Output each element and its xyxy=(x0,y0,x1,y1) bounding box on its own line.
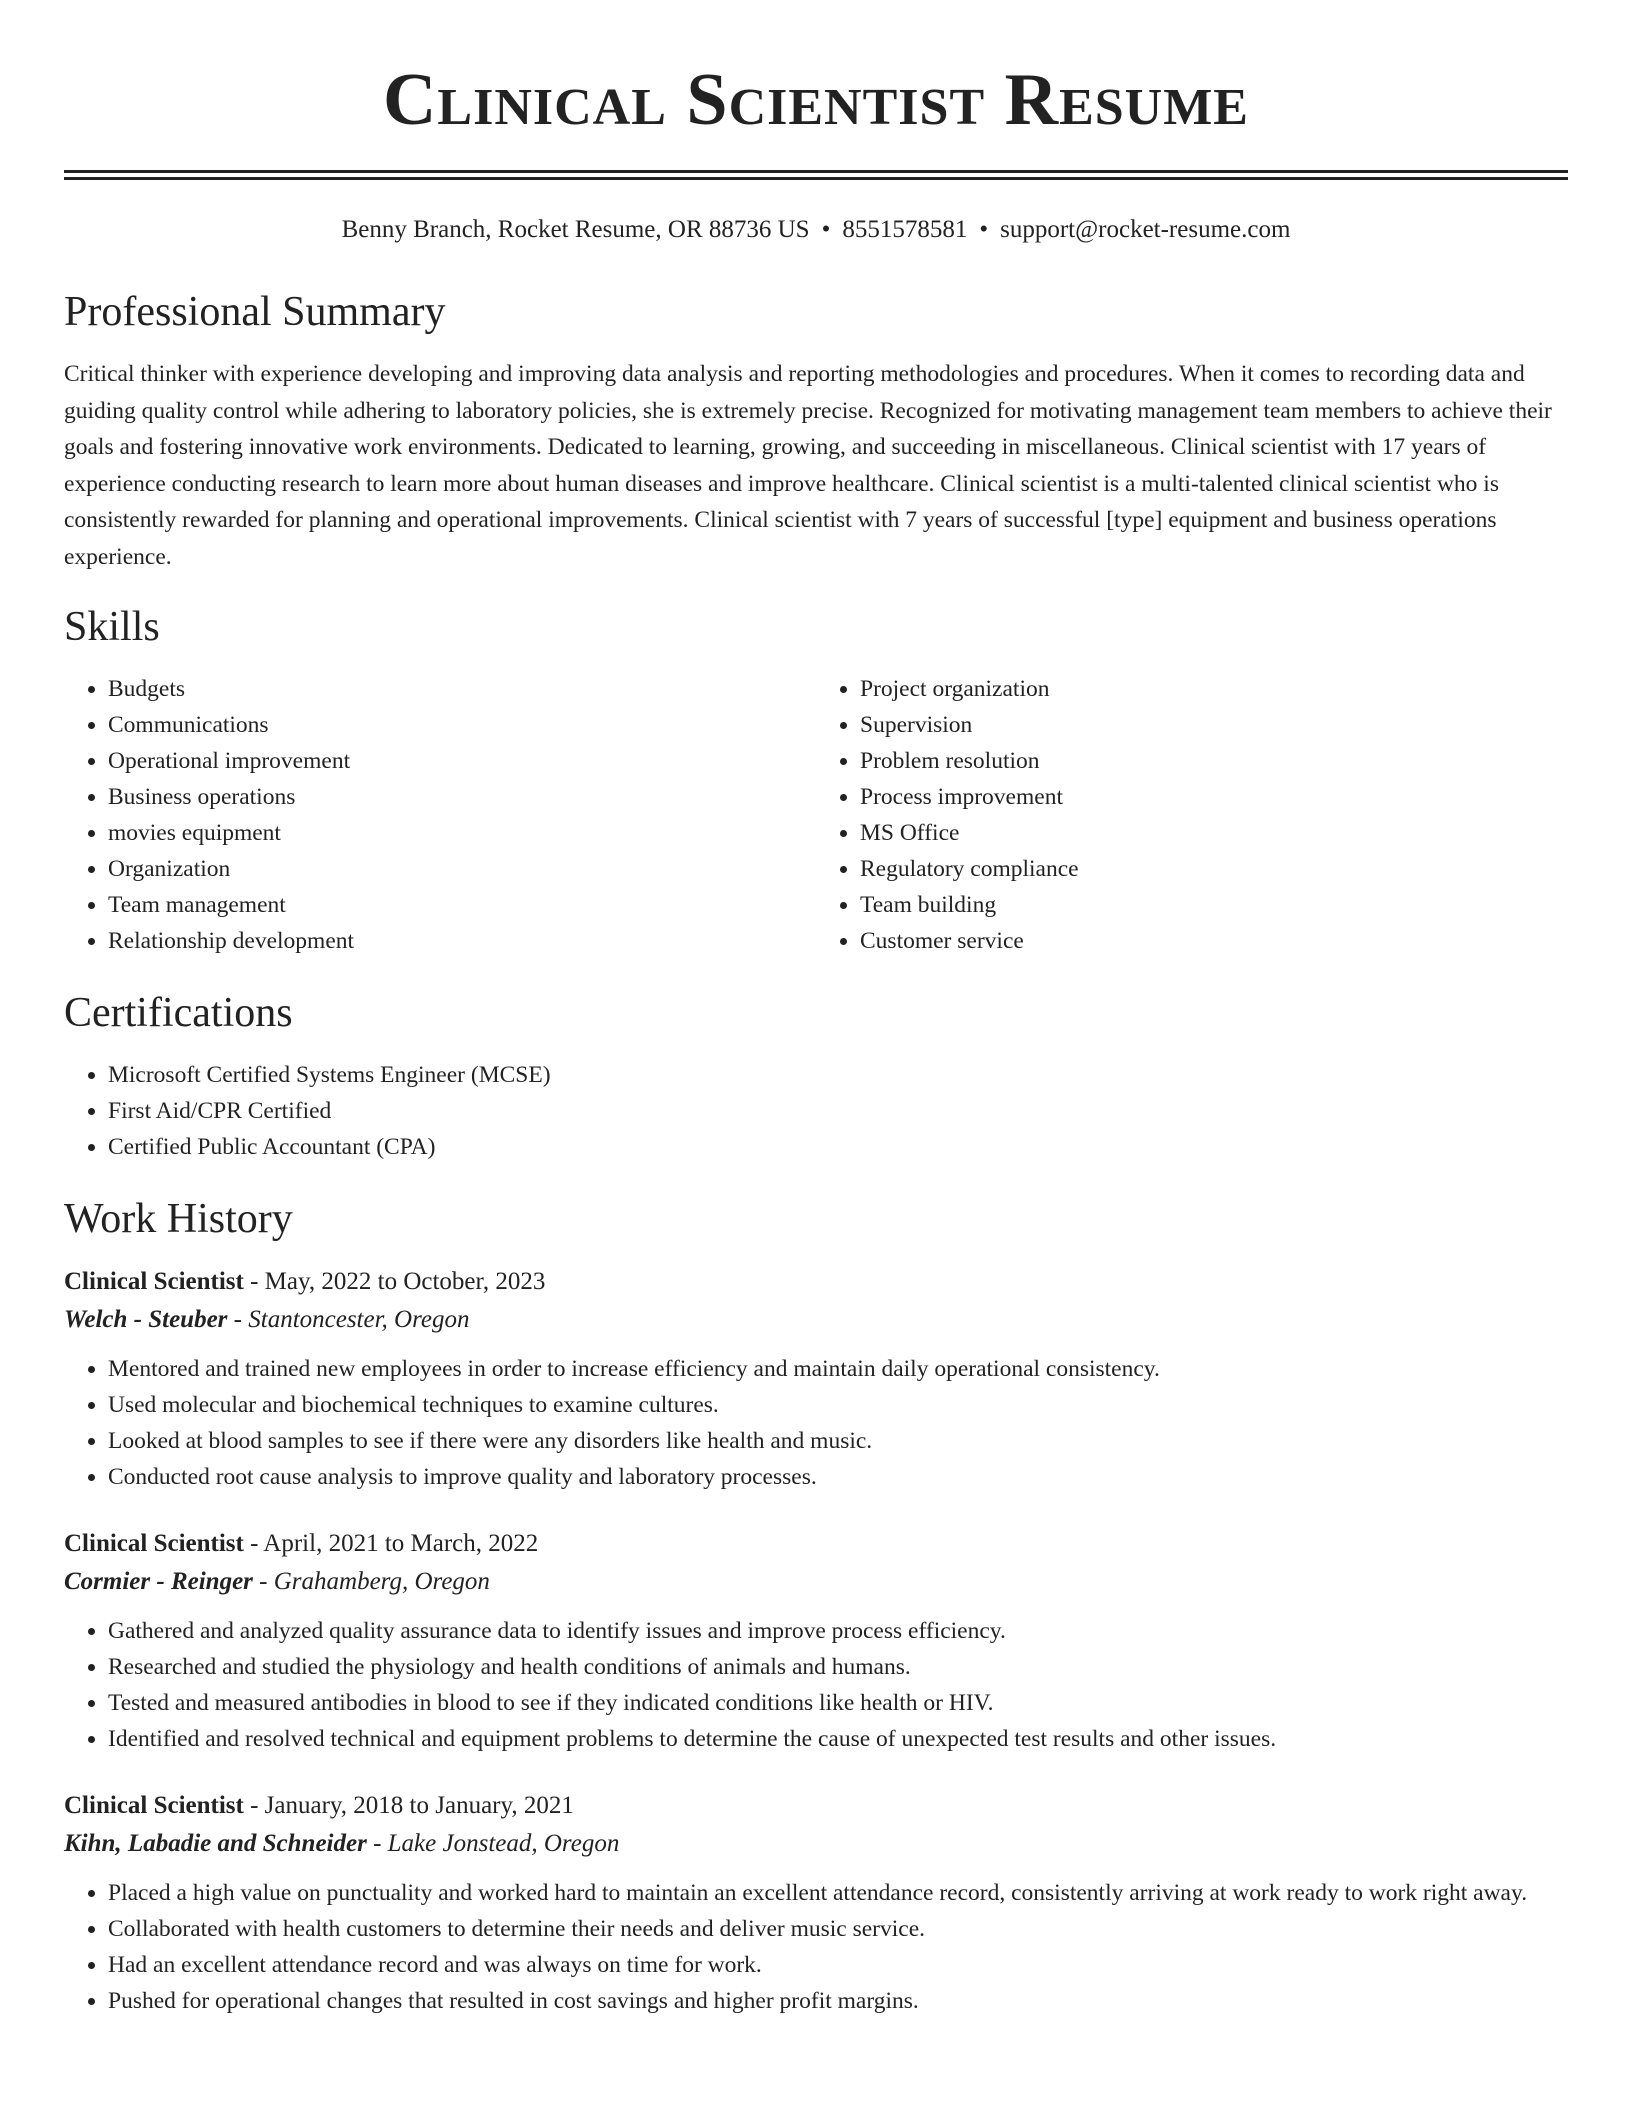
contact-phone: 8551578581 xyxy=(842,216,968,243)
skill-item: • Process improvement xyxy=(860,779,1568,815)
summary-text: Critical thinker with experience developing and improving data analysis and reporting methodologies and procedures. When it comes to recording data and guiding quality control while adhering to laboratory policies, she is extremely precise. Recognized for motivating management team members to achieve their goals and fostering innovative work environments. Dedicated to learning, growing, and succeeding in miscellaneous. Clinical scientist with 17 years of experience conducting research to learn more about human diseases and improve healthcare. Clinical scientist is a multi-talented clinical scientist who is consistently rewarded for planning and operational improvements. Clinical scientist with 7 years of successful [type] equipment and business operations experience. xyxy=(64,361,1552,570)
skills-heading: Skills xyxy=(64,604,160,650)
job-entry xyxy=(64,1525,1568,1757)
summary-heading: Professional Summary xyxy=(64,289,446,335)
skill-item: • Regulatory compliance xyxy=(860,851,1568,887)
skill-item: • Team building xyxy=(860,887,1568,923)
skill-item: • Operational improvement xyxy=(108,743,816,779)
skill-item: • Business operations xyxy=(108,779,816,815)
skill-item: • Customer service xyxy=(860,923,1568,959)
certification-item: • First Aid/CPR Certified xyxy=(108,1093,1568,1129)
certification-item: • Microsoft Certified Systems Engineer (MCSE) xyxy=(108,1057,1568,1093)
job-title: Clinical Scientist xyxy=(64,1530,244,1557)
job-title: Clinical Scientist xyxy=(64,1268,244,1295)
skills-columns xyxy=(64,671,1568,959)
skill-item: • Budgets xyxy=(108,671,816,707)
contact-separator: • xyxy=(979,216,989,243)
job-bullet: • Mentored and trained new employees in order to increase efficiency and maintain daily operational consistency. xyxy=(108,1351,1568,1387)
skill-item: • Team management xyxy=(108,887,816,923)
work-history-heading: Work History xyxy=(64,1196,293,1242)
skill-item: • Relationship development xyxy=(108,923,816,959)
job-bullet: • Tested and measured antibodies in blood to see if they indicated conditions like health or HIV. xyxy=(108,1685,1568,1721)
job-bullets xyxy=(64,1613,1568,1757)
skills-list-right xyxy=(816,671,1568,959)
job-bullet: • Used molecular and biochemical techniques to examine cultures. xyxy=(108,1387,1568,1423)
job-location: - Grahamberg, Oregon xyxy=(252,1568,490,1595)
job-title-line xyxy=(64,1525,1568,1563)
skills-list-left xyxy=(64,671,816,959)
resume-title: Clinical Scientist Resume xyxy=(382,59,1249,141)
job-bullet: • Conducted root cause analysis to improve quality and laboratory processes. xyxy=(108,1459,1568,1495)
job-bullet: • Collaborated with health customers to determine their needs and deliver music service. xyxy=(108,1911,1568,1947)
job-company-line xyxy=(64,1563,1568,1601)
job-bullet: • Identified and resolved technical and equipment problems to determine the cause of unexpected test results and other issues. xyxy=(108,1721,1568,1757)
job-bullets xyxy=(64,1351,1568,1495)
skill-item: • Organization xyxy=(108,851,816,887)
job-bullet: • Researched and studied the physiology and health conditions of animals and humans. xyxy=(108,1649,1568,1685)
contact-separator: • xyxy=(821,216,831,243)
job-entry xyxy=(64,1263,1568,1495)
job-company: Welch - Steuber xyxy=(64,1306,228,1333)
job-title-line xyxy=(64,1787,1568,1825)
job-bullet: • Pushed for operational changes that resulted in cost savings and higher profit margins. xyxy=(108,1983,1568,2019)
skill-item: • Project organization xyxy=(860,671,1568,707)
title-divider xyxy=(64,170,1568,180)
skill-item: • movies equipment xyxy=(108,815,816,851)
job-bullet: • Placed a high value on punctuality and worked hard to maintain an excellent attendance record, consistently arriving at work ready to work right away. xyxy=(108,1875,1568,1911)
skill-item: • MS Office xyxy=(860,815,1568,851)
job-bullet: • Looked at blood samples to see if there were any disorders like health and music. xyxy=(108,1423,1568,1459)
certification-item: • Certified Public Accountant (CPA) xyxy=(108,1129,1568,1165)
contact-address: Benny Branch, Rocket Resume, OR 88736 US xyxy=(341,216,810,243)
job-bullets xyxy=(64,1875,1568,2019)
contact-line xyxy=(64,214,1568,246)
job-company-line xyxy=(64,1825,1568,1863)
job-location: - Stantoncester, Oregon xyxy=(227,1306,470,1333)
job-dates: - January, 2018 to January, 2021 xyxy=(243,1792,574,1819)
job-title-line xyxy=(64,1263,1568,1301)
skill-item: • Problem resolution xyxy=(860,743,1568,779)
job-title: Clinical Scientist xyxy=(64,1792,244,1819)
job-dates: - April, 2021 to March, 2022 xyxy=(243,1530,539,1557)
certifications-list xyxy=(64,1057,1568,1165)
job-bullet: • Had an excellent attendance record and was always on time for work. xyxy=(108,1947,1568,1983)
contact-email: support@rocket-resume.com xyxy=(1000,216,1291,243)
skill-item: • Communications xyxy=(108,707,816,743)
certifications-heading: Certifications xyxy=(64,990,293,1036)
job-company: Cormier - Reinger xyxy=(64,1568,253,1595)
job-company-line xyxy=(64,1301,1568,1339)
skill-item: • Supervision xyxy=(860,707,1568,743)
job-location: - Lake Jonstead, Oregon xyxy=(366,1830,620,1857)
job-company: Kihn, Labadie and Schneider xyxy=(64,1830,367,1857)
job-bullet: • Gathered and analyzed quality assurance data to identify issues and improve process efficiency. xyxy=(108,1613,1568,1649)
job-dates: - May, 2022 to October, 2023 xyxy=(243,1268,546,1295)
job-entry xyxy=(64,1787,1568,2019)
